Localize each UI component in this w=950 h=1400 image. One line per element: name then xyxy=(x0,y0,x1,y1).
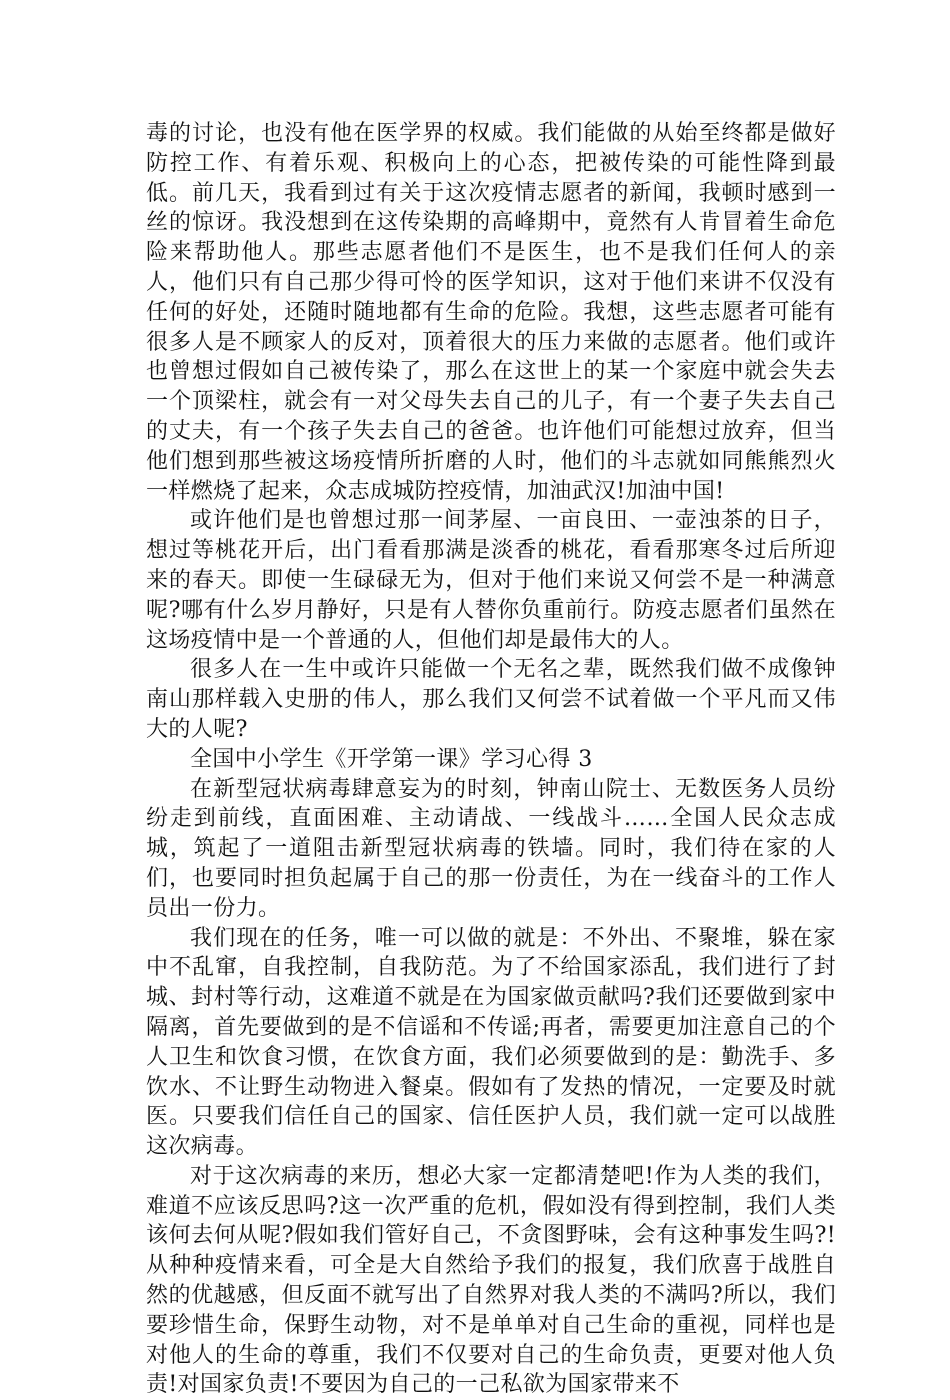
paragraph-4: 在新型冠状病毒肆意妄为的时刻，钟南山院士、无数医务人员纷纷走到前线，直面困难、主动请战、一线战斗……全国人民众志成城，筑起了一道阻击新型冠状病毒的铁墙。同时，我们待在家的人们，也要同时担负起属于自己的那一份责任，为在一线奋斗的工作人员出一份力。 xyxy=(146,776,836,921)
paragraph-6: 对于这次病毒的来历，想必大家一定都清楚吧!作为人类的我们，难道不应该反思吗?这一次严重的危机，假如没有得到控制，我们人类该何去何从呢?假如我们管好自己，不贪图野味，会有这种事发生吗?!从种种疫情来看，可全是大自然给予我们的报复，我们欣喜于战胜自然的优越感，但反面不就写出了自然界对我人类的不满吗?所以，我们要珍惜生命，保野生动物，对不是单单对自己生命的重视，同样也是对他人的生命的尊重，我们不仅要对自己的生命负责，更要对他人负责!对国家负责!不要因为自己的一己私欲为国家带来不 xyxy=(146,1163,836,1398)
paragraph-5: 我们现在的任务，唯一可以做的就是：不外出、不聚堆，躲在家中不乱窜，自我控制，自我防范。为了不给国家添乱，我们进行了封城、封村等行动，这难道不就是在为国家做贡献吗?我们还要做到家中隔离，首先要做到的是不信谣和不传谣;再者，需要更加注意自己的个人卫生和饮食习惯，在饮食方面，我们必须要做到的是：勤洗手、多饮水、不让野生动物进入餐桌。假如有了发热的情况，一定要及时就医。只要我们信任自己的国家、信任医护人员，我们就一定可以战胜这次病毒。 xyxy=(146,925,836,1160)
paragraph-1: 毒的讨论，也没有他在医学界的权威。我们能做的从始至终都是做好防控工作、有着乐观、积极向上的心态，把被传染的可能性降到最低。前几天，我看到过有关于这次疫情志愿者的新闻，我顿时感到一丝的惊讶。我没想到在这传染期的高峰期中，竟然有人肯冒着生命危险来帮助他人。那些志愿者他们不是医生，也不是我们任何人的亲人，他们只有自己那少得可怜的医学知识，这对于他们来讲不仅没有任何的好处，还随时随地都有生命的危险。我想，这些志愿者可能有很多人是不顾家人的反对，顶着很大的压力来做的志愿者。他们或许也曾想过假如自己被传染了，那么在这世上的某一个家庭中就会失去一个顶梁柱，就会有一对父母失去自己的儿子，有一个妻子失去自己的丈夫，有一个孩子失去自己的爸爸。也许他们可能想过放弃，但当他们想到那些被这场疫情所折磨的人时，他们的斗志就如同熊熊烈火一样燃烧了起来，众志成城防控疫情，加油武汉!加油中国! xyxy=(146,121,836,504)
paragraph-3: 很多人在一生中或许只能做一个无名之辈，既然我们做不成像钟南山那样载入史册的伟人，那么我们又何尝不试着做一个平凡而又伟大的人呢? xyxy=(146,657,836,742)
paragraph-2: 或许他们是也曾想过那一间茅屋、一亩良田、一壶浊茶的日子，想过等桃花开后，出门看看那满是淡香的桃花，看看那寒冬过后所迎来的春天。即使一生碌碌无为，但对于他们来说又何尝不是一种满意呢?哪有什么岁月静好，只是有人替你负重前行。防疫志愿者们虽然在这场疫情中是一个普通的人，但他们却是最伟大的人。 xyxy=(146,508,836,653)
document-page xyxy=(146,119,836,1400)
section-heading: 全国中小学生《开学第一课》学习心得 3 xyxy=(190,746,593,772)
